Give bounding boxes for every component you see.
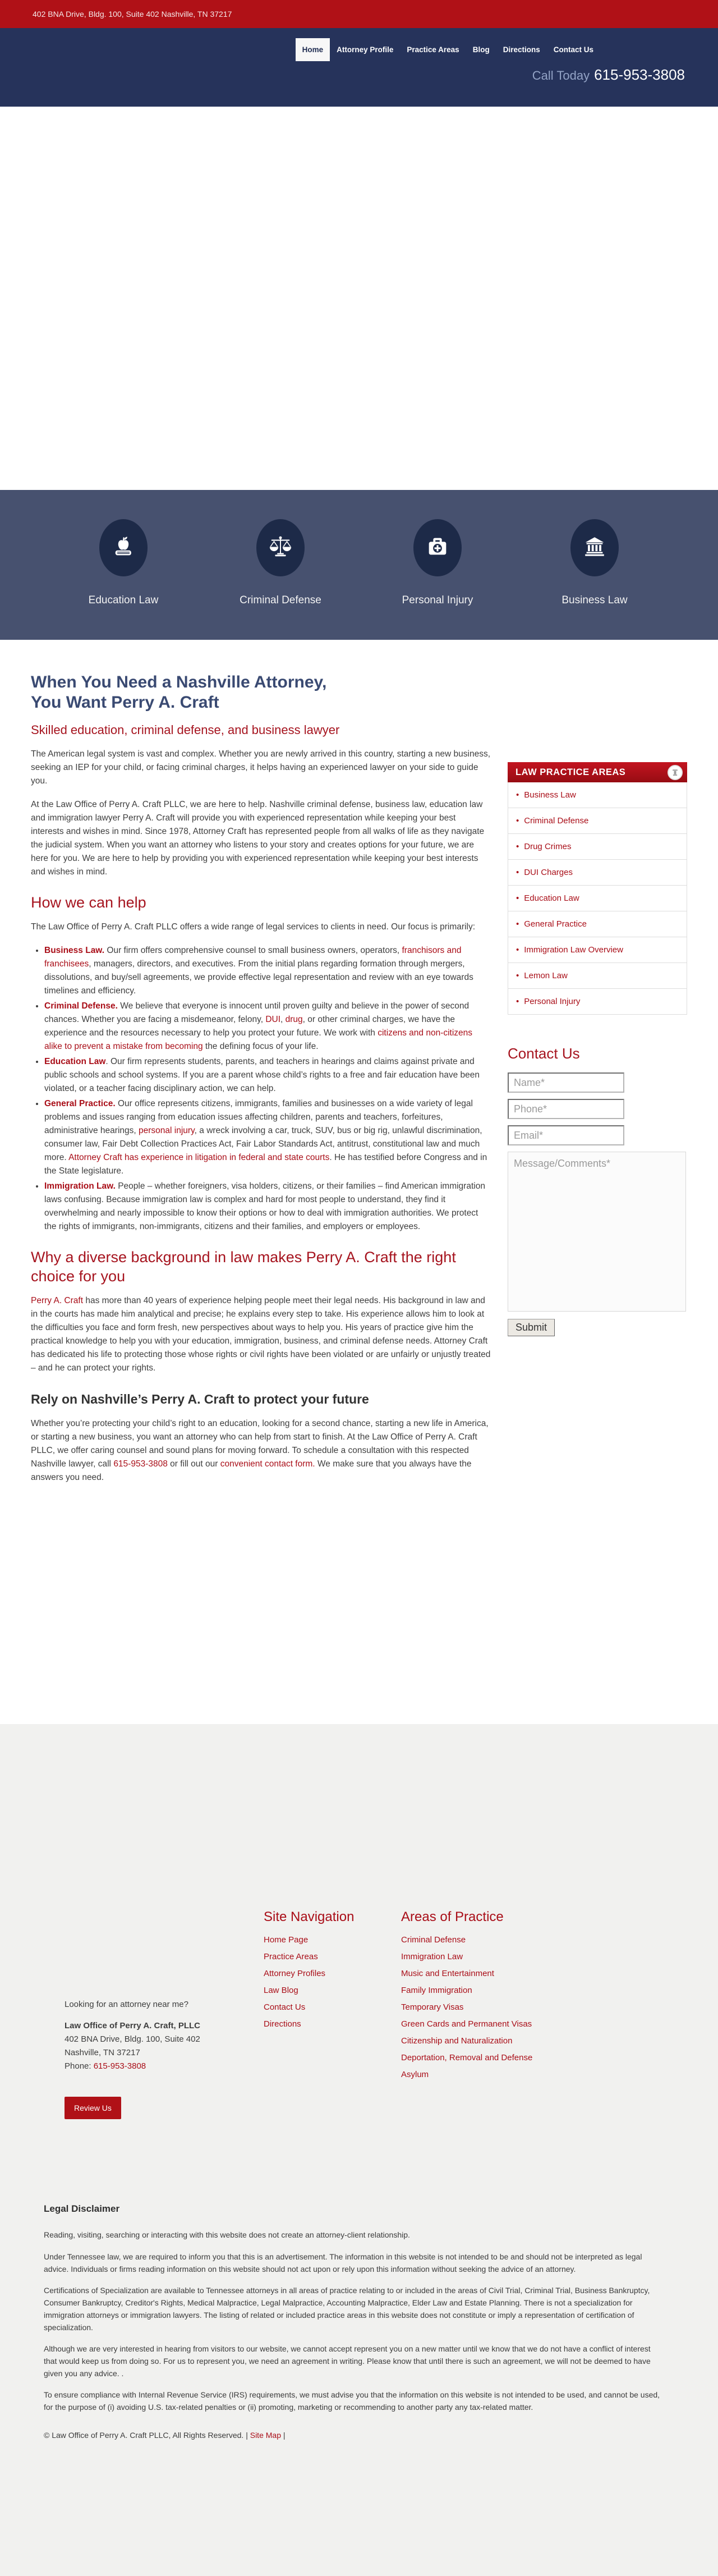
rely-heading: Rely on Nashville’s Perry A. Craft to protect your future xyxy=(31,1391,369,1406)
nav-attorney-profile[interactable]: Attorney Profile xyxy=(337,45,394,54)
service-label: Criminal Defense xyxy=(240,594,321,606)
service-label: Personal Injury xyxy=(402,594,473,606)
text-link[interactable]: convenient contact form. xyxy=(220,1459,315,1469)
service-circle xyxy=(413,519,462,576)
footer-link-green-cards[interactable]: Green Cards and Permanent Visas xyxy=(401,2019,532,2029)
nav-contact-us[interactable]: Contact Us xyxy=(553,45,593,54)
practice-link-general-practice[interactable]: • General Practice xyxy=(508,911,687,937)
practice-link-criminal-defense[interactable]: • Criminal Defense xyxy=(508,808,687,834)
practice-link-education-law[interactable]: • Education Law xyxy=(508,886,687,911)
looking-text: Looking for an attorney near me? xyxy=(65,2000,188,2009)
why-diverse-paragraph: Perry A. Craft has more than 40 years of experience helping people meet their legal needs. His background in law and in the courts has made him analytical and precise; he explains every step to take. His experience allows him to look at the difficulties you face and form fresh, new perspectives about ways to help you. His years of practice give him the practical knowledge to help you with your education, immigration, business, and criminal defense needs. Attorney Craft has dedicated his life to protecting those whose rights or civil rights have been violated or are unfairly or unjustly treated – and he can protect your rights. xyxy=(31,1295,491,1373)
nav-home[interactable]: Home xyxy=(296,38,330,61)
office-address: 402 BNA Drive, Bldg. 100, Suite 402 Nashville, TN 37217 xyxy=(33,10,232,19)
service-label: Business Law xyxy=(561,594,628,606)
service-education-law[interactable] xyxy=(45,519,202,607)
footer-address-line1: 402 BNA Drive, Bldg. 100, Suite 402 xyxy=(65,2034,200,2044)
apple-book-icon xyxy=(111,534,136,562)
service-label: Education Law xyxy=(88,594,159,606)
disclaimer-paragraph-1: Reading, visiting, searching or interacting with this website does not create an attorney-client relationship. xyxy=(44,2230,410,2240)
disclaimer-paragraph-2: Under Tennessee law, we are required to inform you that this is an advertisement. The information in this website is not intended to be and should not be interpreted as legal advice. Individuals or firms reading information on this website should not act upon or rely upon this information without seeking the advice of an attorney. xyxy=(44,2252,642,2274)
bullet-icon: • xyxy=(516,997,519,1006)
text-link[interactable]: personal injury xyxy=(139,1126,195,1136)
footer-site-navigation xyxy=(264,1909,401,2119)
bullet-icon: • xyxy=(516,842,519,851)
service-criminal-defense[interactable] xyxy=(202,519,359,607)
footer-phone-line: Phone: 615-953-3808 xyxy=(65,2061,146,2071)
footer-link-citizenship[interactable]: Citizenship and Naturalization xyxy=(401,2036,513,2046)
text-link[interactable]: Perry A. Craft xyxy=(31,1295,84,1305)
bullet-criminal-defense: • Criminal Defense. We believe that everyone is innocent until proven guilty and believe in the power of second chances. Whether you are facing a misdemeanor, felony, DUI, drug, or other criminal charges, we have the experience and the resources necessary to help you protect your future. We work with citizens and non-citizens alike to prevent a mistake from becoming the defining focus of your life. xyxy=(44,1000,491,1053)
footer-link-asylum[interactable]: Asylum xyxy=(401,2070,429,2079)
practice-link-drug-crimes[interactable]: • Drug Crimes xyxy=(508,834,687,860)
intro-paragraph-2: At the Law Office of Perry A. Craft PLLC, we are here to help. Nashville criminal defense, business law, education law and immigration lawyer Perry A. Craft will provide you with experienced representation while keeping your best interests and wishes in mind. Since 1978, Attorney Craft has represented people from all walks of life as they navigate the judicial system. When you want an attorney who listens to your story and creates options for your future, we are here for you. We are here to help by providing you with experienced representation while keeping your best interests and wishes in mind. xyxy=(31,800,485,877)
site-header xyxy=(0,28,718,107)
text-link[interactable]: 615-953-3808 xyxy=(93,2061,146,2071)
practice-link-lemon-law[interactable]: • Lemon Law xyxy=(508,963,687,989)
text-link[interactable]: Site Map xyxy=(250,2430,281,2440)
contact-us-heading: Contact Us xyxy=(508,1045,580,1062)
service-circle xyxy=(99,519,148,576)
site-footer xyxy=(0,1724,718,2576)
legal-disclaimer xyxy=(31,2203,687,2413)
practice-areas-band xyxy=(0,490,718,640)
text-link[interactable]: drug xyxy=(285,1014,303,1024)
name-input[interactable] xyxy=(508,1072,624,1093)
copyright-line: © Law Office of Perry A. Craft PLLC, All Rights Reserved. | Site Map | xyxy=(44,2430,286,2440)
footer-link-criminal-defense[interactable]: Criminal Defense xyxy=(401,1935,466,1945)
practice-bullet-list xyxy=(31,944,491,1234)
disclaimer-paragraph-4: Although we are very interested in hearing from visitors to our website, we cannot accept represent you on a new matter until we know that we do not have a conflict of interest that would keep us from doing so. For us to represent you, we need an agreement in writing. Please know that until there is such an agreement, we will not be deemed to have given you any advice. . xyxy=(44,2344,651,2378)
site-navigation-heading: Site Navigation xyxy=(264,1909,355,1924)
firm-name: Law Office of Perry A. Craft, PLLC xyxy=(65,2021,200,2030)
how-we-can-help-heading: How we can help xyxy=(31,894,146,911)
footer-link-deportation[interactable]: Deportation, Removal and Defense xyxy=(401,2053,533,2062)
bullet-icon: • xyxy=(516,893,519,903)
column-badge-icon xyxy=(668,765,683,780)
nav-directions[interactable]: Directions xyxy=(503,45,540,54)
review-us-button[interactable]: Review Us xyxy=(65,2097,121,2119)
medical-bag-icon xyxy=(425,534,450,562)
rely-paragraph: Whether you’re protecting your child’s right to an education, looking for a second chance, starting a new life in America, or starting a new business, you want an attorney who can help from start to finish. At the Law Office of Perry A. Craft PLLC, we offer caring counsel and sound plans for moving forward. To schedule a consultation with this respected Nashville lawyer, call 615-953-3808 or fill out our convenient contact form. We make sure that you always have the answers you need. xyxy=(31,1418,489,1482)
practice-link-personal-injury[interactable]: • Personal Injury xyxy=(516,997,581,1006)
main-content xyxy=(0,640,718,1724)
footer-link-attorney-profiles[interactable]: Attorney Profiles xyxy=(264,1969,326,1978)
call-today-label: Call Today xyxy=(532,68,590,82)
bullet-general-practice: • General Practice. Our office represents citizens, immigrants, families and businesses on a wide variety of legal problems and issues ranging from education issues affecting children, parents and teachers, forfeitures, administrative hearings, personal injury, a wreck involving a car, truck, SUV, bus or big rig, unlawful discrimination, consumer law, Fair Debt Collection Practices Act, Fair Labor Standards Act, antitrust, constitutional law and much more. Attorney Craft has experience in litigation in federal and state courts. He has testified before Congress and in the State legislature. xyxy=(44,1097,491,1178)
bullet-icon: • xyxy=(516,971,519,980)
footer-link-home-page[interactable]: Home Page xyxy=(264,1935,309,1945)
page-title: When You Need a Nashville Attorney, You Want Perry A. Craft xyxy=(31,673,327,712)
footer-link-music-entertainment[interactable]: Music and Entertainment xyxy=(401,1969,494,1978)
nav-blog[interactable]: Blog xyxy=(472,45,490,54)
phone-input[interactable] xyxy=(508,1099,624,1119)
email-input[interactable] xyxy=(508,1125,624,1145)
submit-button[interactable]: Submit xyxy=(508,1319,555,1336)
practice-link-dui-charges[interactable]: • DUI Charges xyxy=(508,860,687,886)
footer-areas-of-practice xyxy=(401,1909,687,2119)
nav-practice-areas[interactable]: Practice Areas xyxy=(407,45,459,54)
scales-icon xyxy=(268,534,293,562)
footer-link-practice-areas[interactable]: Practice Areas xyxy=(264,1952,318,1961)
footer-link-directions[interactable]: Directions xyxy=(264,2019,301,2029)
how-we-can-help-intro: The Law Office of Perry A. Craft PLLC offers a wide range of legal services to clients in need. Our focus is primarily: xyxy=(31,922,475,932)
service-business-law[interactable] xyxy=(516,519,673,607)
disclaimer-paragraph-3: Certifications of Specialization are available to Tennessee attorneys in all areas of practice relating to or included in the areas of Civil Trial, Criminal Trial, Business Bankruptcy, Consumer Bankruptcy, Creditor's Rights, Medical Malpractice, Legal Malpractice, Accounting Malpractice, Elder Law and Estate Planning. There is not a specialization for immigration attorneys or immigration lawyers. The listing of related or included practice areas in this website does not constitute or imply a representation of certification of specialization. xyxy=(44,2286,650,2332)
bullet-icon: • xyxy=(516,945,519,955)
service-circle xyxy=(256,519,305,576)
footer-link-temporary-visas[interactable]: Temporary Visas xyxy=(401,2002,464,2012)
law-practice-areas-header xyxy=(508,762,687,782)
disclaimer-paragraph-5: To ensure compliance with Internal Revenue Service (IRS) requirements, we must advise you that the information on this website is not intended to be used, and cannot be used, for the purpose of (i) avoiding U.S. tax-related penalties or (ii) promoting, marketing or recommending to another party any tax-related matter. xyxy=(44,2390,660,2412)
practice-areas-list xyxy=(508,782,687,1015)
areas-of-practice-heading: Areas of Practice xyxy=(401,1909,504,1924)
article-column xyxy=(31,672,491,1495)
law-practice-areas-title: LAW PRACTICE AREAS xyxy=(516,767,626,777)
bullet-icon: • xyxy=(516,868,519,877)
bullet-icon: • xyxy=(516,790,519,800)
contact-form xyxy=(508,1072,687,1336)
bank-icon xyxy=(582,534,607,562)
text-link[interactable]: franchisors and franchisees xyxy=(44,945,462,969)
bullet-business-law: • Business Law. Our firm offers comprehensive counsel to small business owners, operators, franchisors and franchisees, managers, directors, and executives. From the initial plans regarding formation through mergers, dissolutions, and buy/sell agreements, we provide effective legal representation and review with an eye towards timelines and efficiency. xyxy=(44,944,491,998)
bullet-icon: • xyxy=(516,816,519,826)
sidebar xyxy=(508,762,687,1495)
legal-disclaimer-heading: Legal Disclaimer xyxy=(44,2203,120,2215)
footer-link-contact-us[interactable]: Contact Us xyxy=(264,2002,306,2012)
text-link[interactable]: Attorney Craft has experience in litigation in federal and state courts xyxy=(68,1153,330,1163)
footer-address-block xyxy=(31,1998,264,2119)
service-circle xyxy=(570,519,619,576)
bullet-education-law: • Education Law. Our firm represents students, parents, and teachers in hearings and claims against private and public schools and school systems. If you are a parent whose child’s rights to a free and fair education have been violated, or a teacher facing disciplinary action, we can help. xyxy=(44,1055,491,1096)
bullet-immigration-law: • Immigration Law. People – whether foreigners, visa holders, citizens, or their families – find American immigration laws confusing. Because immigration law is complex and hard for most people to understand, they find it overwhelming and nearly impossible to know their options or how to deal with immigration authorities. We protect the rights of immigrants, non-immigrants, citizens and their families, and employers or employees. xyxy=(44,1180,491,1234)
phone-number[interactable]: 615-953-3808 xyxy=(594,66,685,83)
footer-link-family-immigration[interactable]: Family Immigration xyxy=(401,1986,472,1995)
footer-link-immigration-law[interactable]: Immigration Law xyxy=(401,1952,463,1961)
text-link[interactable]: citizens and non-citizens alike to prevent a mistake from becoming xyxy=(44,1028,473,1052)
message-textarea[interactable] xyxy=(508,1152,686,1312)
header-phone xyxy=(532,66,685,84)
top-address-bar xyxy=(0,0,718,28)
intro-paragraph-1: The American legal system is vast and complex. Whether you are newly arrived in this country, starting a new business, seeking an IEP for your child, or facing criminal charges, it helps having an experienced lawyer on your side to guide you. xyxy=(31,749,490,786)
text-link[interactable]: DUI xyxy=(265,1014,281,1024)
main-navigation xyxy=(296,38,600,61)
practice-link-immigration-overview[interactable]: • Immigration Law Overview xyxy=(508,937,687,963)
service-personal-injury[interactable] xyxy=(359,519,516,607)
hero-area xyxy=(0,107,718,490)
footer-link-law-blog[interactable]: Law Blog xyxy=(264,1986,298,1995)
why-diverse-heading: Why a diverse background in law makes Perry A. Craft the right choice for you xyxy=(31,1249,456,1285)
bullet-icon: • xyxy=(516,919,519,929)
page-subtitle: Skilled education, criminal defense, and business lawyer xyxy=(31,723,340,737)
footer-address-line2: Nashville, TN 37217 xyxy=(65,2048,140,2057)
text-link[interactable]: 615-953-3808 xyxy=(113,1459,168,1469)
practice-link-business-law[interactable]: • Business Law xyxy=(508,782,687,808)
